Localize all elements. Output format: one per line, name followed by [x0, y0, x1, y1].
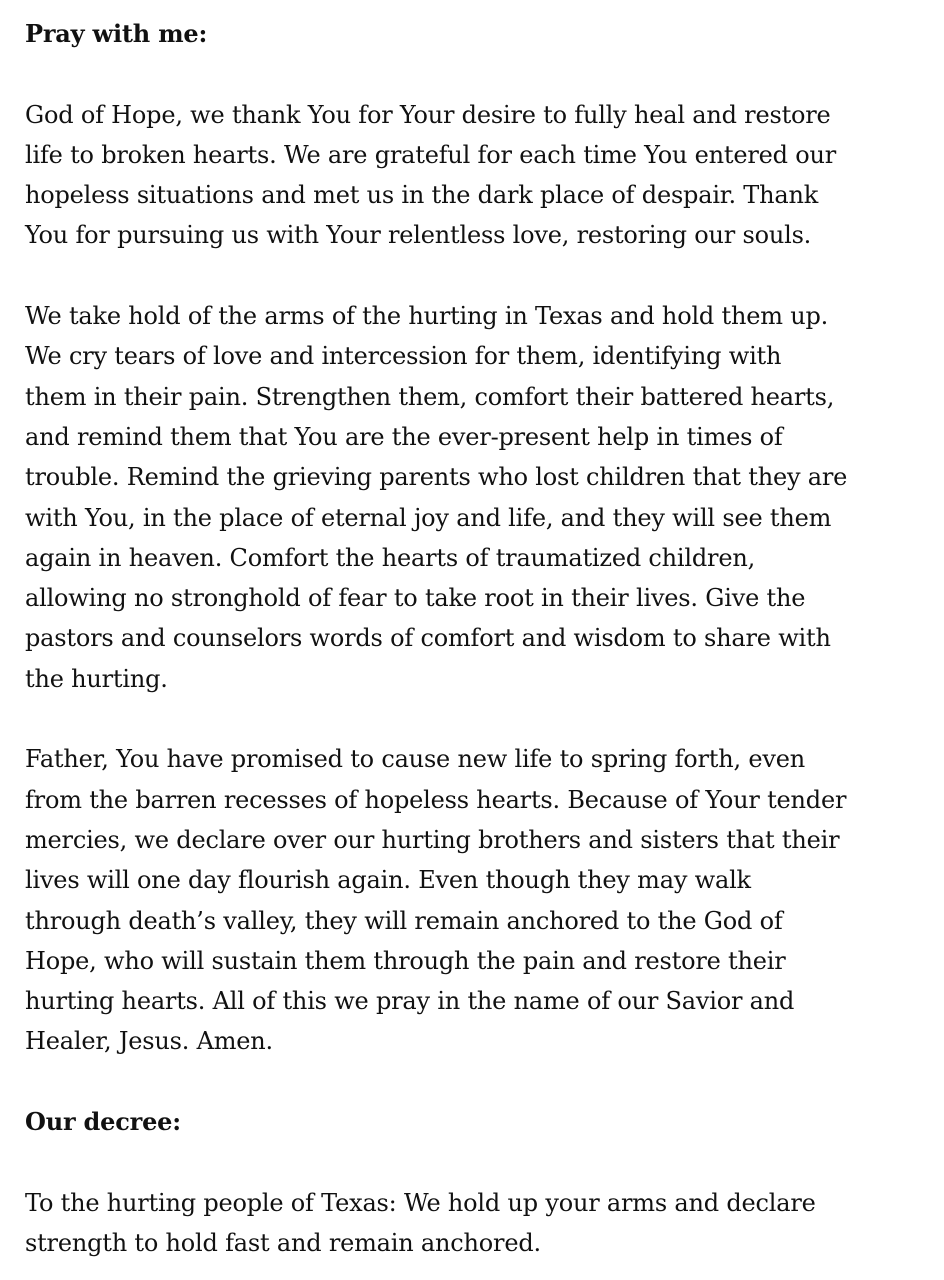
text-line: To the hurting people of Texas: We hold up your arms and declare	[25, 1188, 816, 1217]
text-line: You for pursuing us with Your relentless love, restoring our souls.	[25, 221, 812, 250]
spacer	[25, 1142, 937, 1182]
text-line: trouble. Remind the grieving parents who lost children that they are	[25, 463, 848, 492]
text-line: mercies, we declare over our hurting brothers and sisters that their	[25, 825, 840, 854]
article-body	[25, 14, 937, 1263]
prayer-heading: Pray with me:	[25, 19, 208, 48]
text-line: allowing no stronghold of fear to take root in their lives. Give the	[25, 584, 806, 613]
text-line: hurting hearts. All of this we pray in the name of our Savior and	[25, 987, 795, 1016]
text-line: Father, You have promised to cause new life to spring forth, even	[25, 745, 805, 774]
text-line: the hurting.	[25, 664, 168, 693]
text-line: We take hold of the arms of the hurting in Texas and hold them up.	[25, 302, 829, 331]
prayer-paragraph-1	[25, 95, 937, 256]
text-line: pastors and counselors words of comfort and wisdom to share with	[25, 624, 831, 653]
text-line: and remind them that You are the ever-present help in times of	[25, 422, 783, 451]
text-line: Hope, who will sustain them through the pain and restore their	[25, 946, 786, 975]
text-line: with You, in the place of eternal joy and life, and they will see them	[25, 503, 832, 532]
spacer	[25, 256, 937, 296]
text-line: God of Hope, we thank You for Your desire to fully heal and restore	[25, 100, 831, 129]
text-line: through death’s valley, they will remain anchored to the God of	[25, 906, 783, 935]
text-line: lives will one day flourish again. Even though they may walk	[25, 866, 751, 895]
text-line: We cry tears of love and intercession for them, identifying with	[25, 342, 782, 371]
decree-paragraph	[25, 1183, 937, 1264]
prayer-paragraph-3	[25, 739, 937, 1061]
text-line: from the barren recesses of hopeless hearts. Because of Your tender	[25, 785, 847, 814]
text-line: hopeless situations and met us in the dark place of despair. Thank	[25, 181, 819, 210]
text-line: life to broken hearts. We are grateful for each time You entered our	[25, 140, 836, 169]
text-line: Healer, Jesus. Amen.	[25, 1027, 273, 1056]
text-line: again in heaven. Comfort the hearts of traumatized children,	[25, 543, 756, 572]
text-line: them in their pain. Strengthen them, comfort their battered hearts,	[25, 382, 835, 411]
prayer-paragraph-2	[25, 296, 937, 699]
spacer	[25, 1062, 937, 1102]
decree-heading: Our decree:	[25, 1107, 181, 1137]
spacer	[25, 699, 937, 739]
text-line: strength to hold fast and remain anchored.	[25, 1228, 541, 1257]
spacer	[25, 54, 937, 94]
